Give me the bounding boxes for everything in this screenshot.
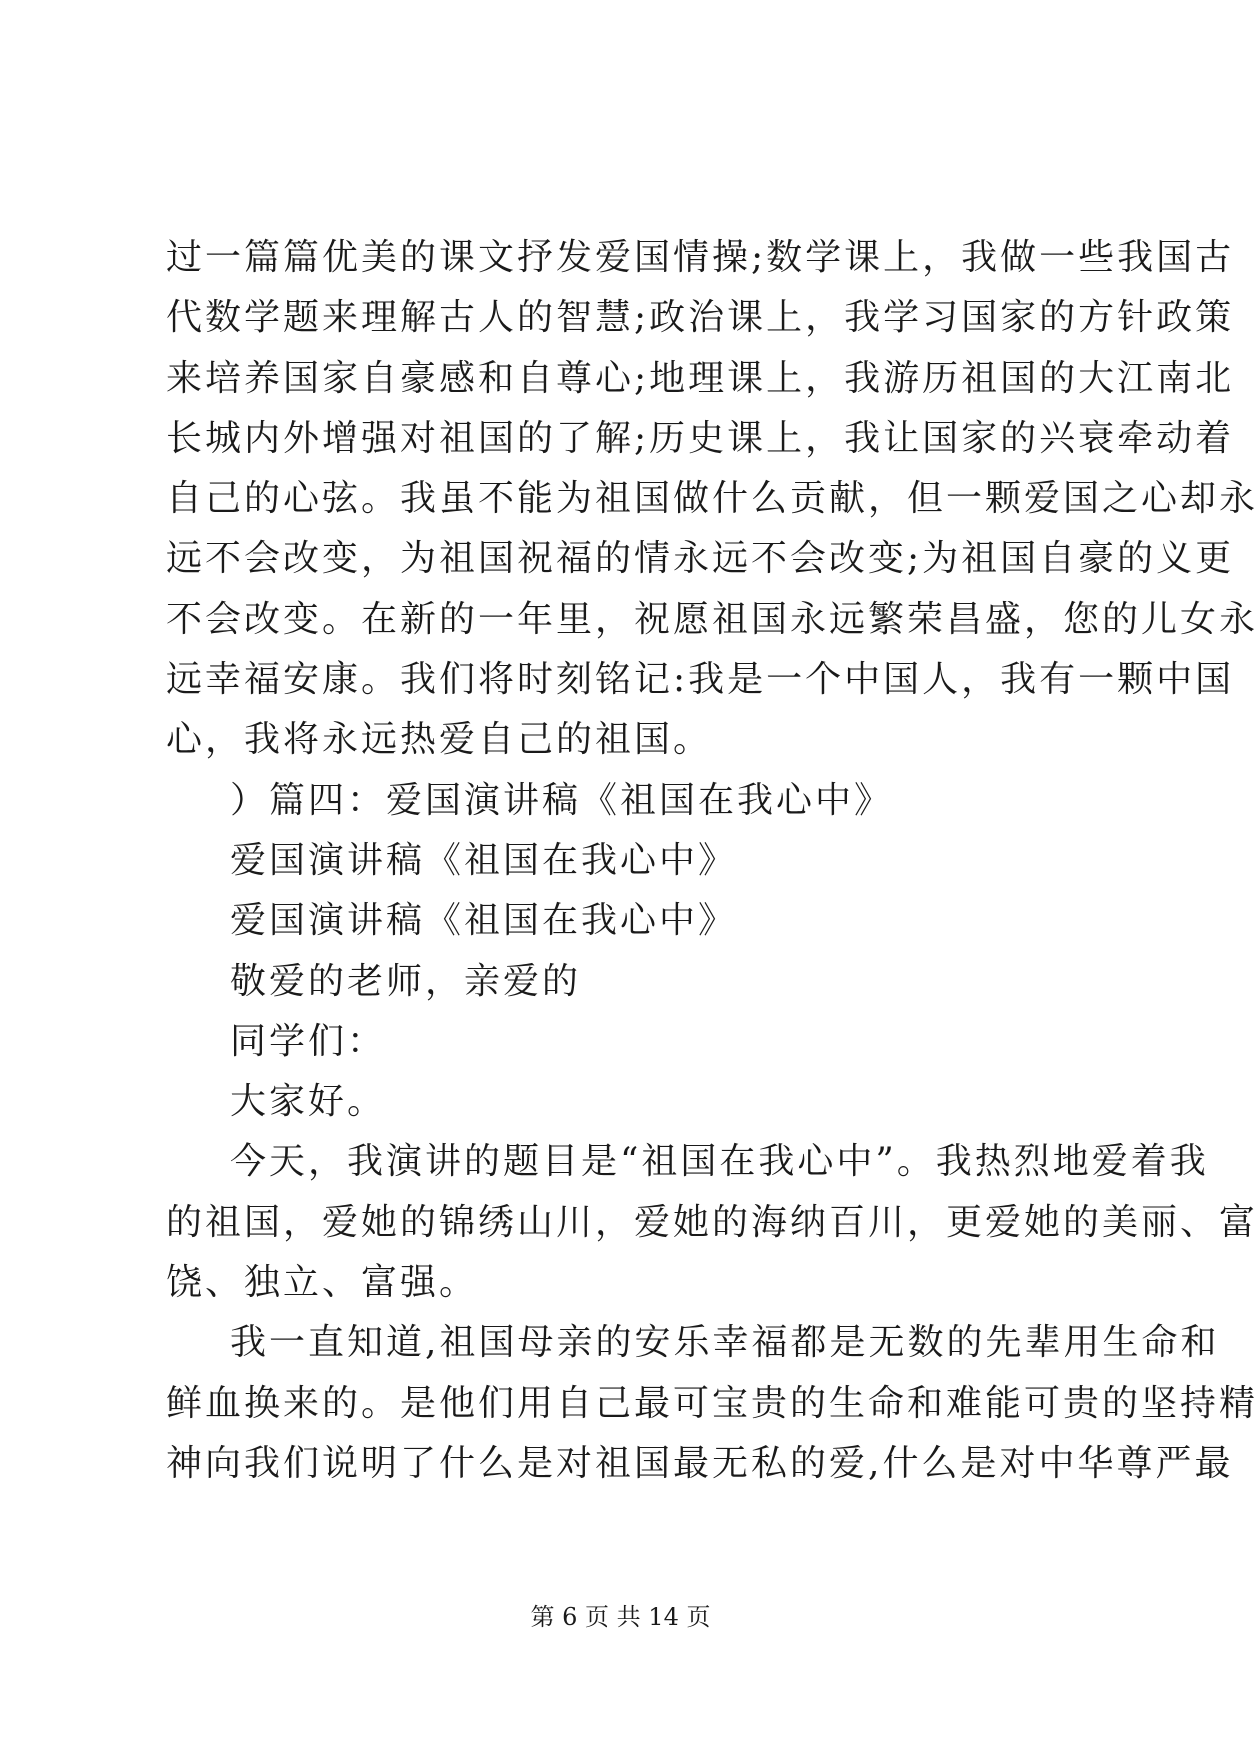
speech-title: 爱国演讲稿《祖国在我心中》 (230, 900, 738, 942)
text-line: 过一篇篇优美的课文抒发爱国情操;数学课上，我做一些我国古 (166, 237, 1235, 278)
text-line: 代数学题来理解古人的智慧;政治课上，我学习国家的方针政策 (166, 297, 1235, 339)
salutation-line: 敬爱的老师，亲爱的 (230, 960, 582, 1002)
text-line: 的祖国，爱她的锦绣山川，爱她的海纳百川，更爱她的美丽、富 (166, 1201, 1258, 1243)
text-line: 饶、独立、富强。 (166, 1262, 479, 1304)
text-line: 鲜血换来的。是他们用自己最可宝贵的生命和难能可贵的坚持精 (166, 1382, 1258, 1424)
text-line: 今天，我演讲的题目是“祖国在我心中”。我热烈地爱着我 (230, 1141, 1209, 1183)
text-line: 心，我将永远热爱自己的祖国。 (166, 719, 713, 761)
section-heading: ）篇四：爱国演讲稿《祖国在我心中》 (230, 779, 894, 821)
text-line: 远不会改变，为祖国祝福的情永远不会改变;为祖国自豪的义更 (166, 538, 1235, 580)
page-number: 第 6 页 共 14 页 (530, 1603, 711, 1631)
salutation-line: 同学们： (230, 1020, 387, 1062)
text-line: 不会改变。在新的一年里，祝愿祖国永远繁荣昌盛，您的儿女永 (166, 598, 1258, 640)
text-line: 神向我们说明了什么是对祖国最无私的爱,什么是对中华尊严最 (166, 1442, 1234, 1484)
text-line: 我一直知道,祖国母亲的安乐幸福都是无数的先辈用生命和 (230, 1322, 1220, 1364)
document-body (166, 228, 1258, 1494)
text-line: 长城内外增强对祖国的了解;历史课上，我让国家的兴衰牵动着 (166, 417, 1235, 459)
text-line: 来培养国家自豪感和自尊心;地理课上，我游历祖国的大江南北 (166, 357, 1235, 399)
speech-title: 爱国演讲稿《祖国在我心中》 (230, 839, 738, 881)
text-line: 远幸福安康。我们将时刻铭记:我是一个中国人，我有一颗中国 (166, 659, 1235, 701)
text-line: 自己的心弦。我虽不能为祖国做什么贡献，但一颗爱国之心却永 (166, 478, 1258, 520)
greeting-line: 大家好。 (230, 1081, 387, 1123)
